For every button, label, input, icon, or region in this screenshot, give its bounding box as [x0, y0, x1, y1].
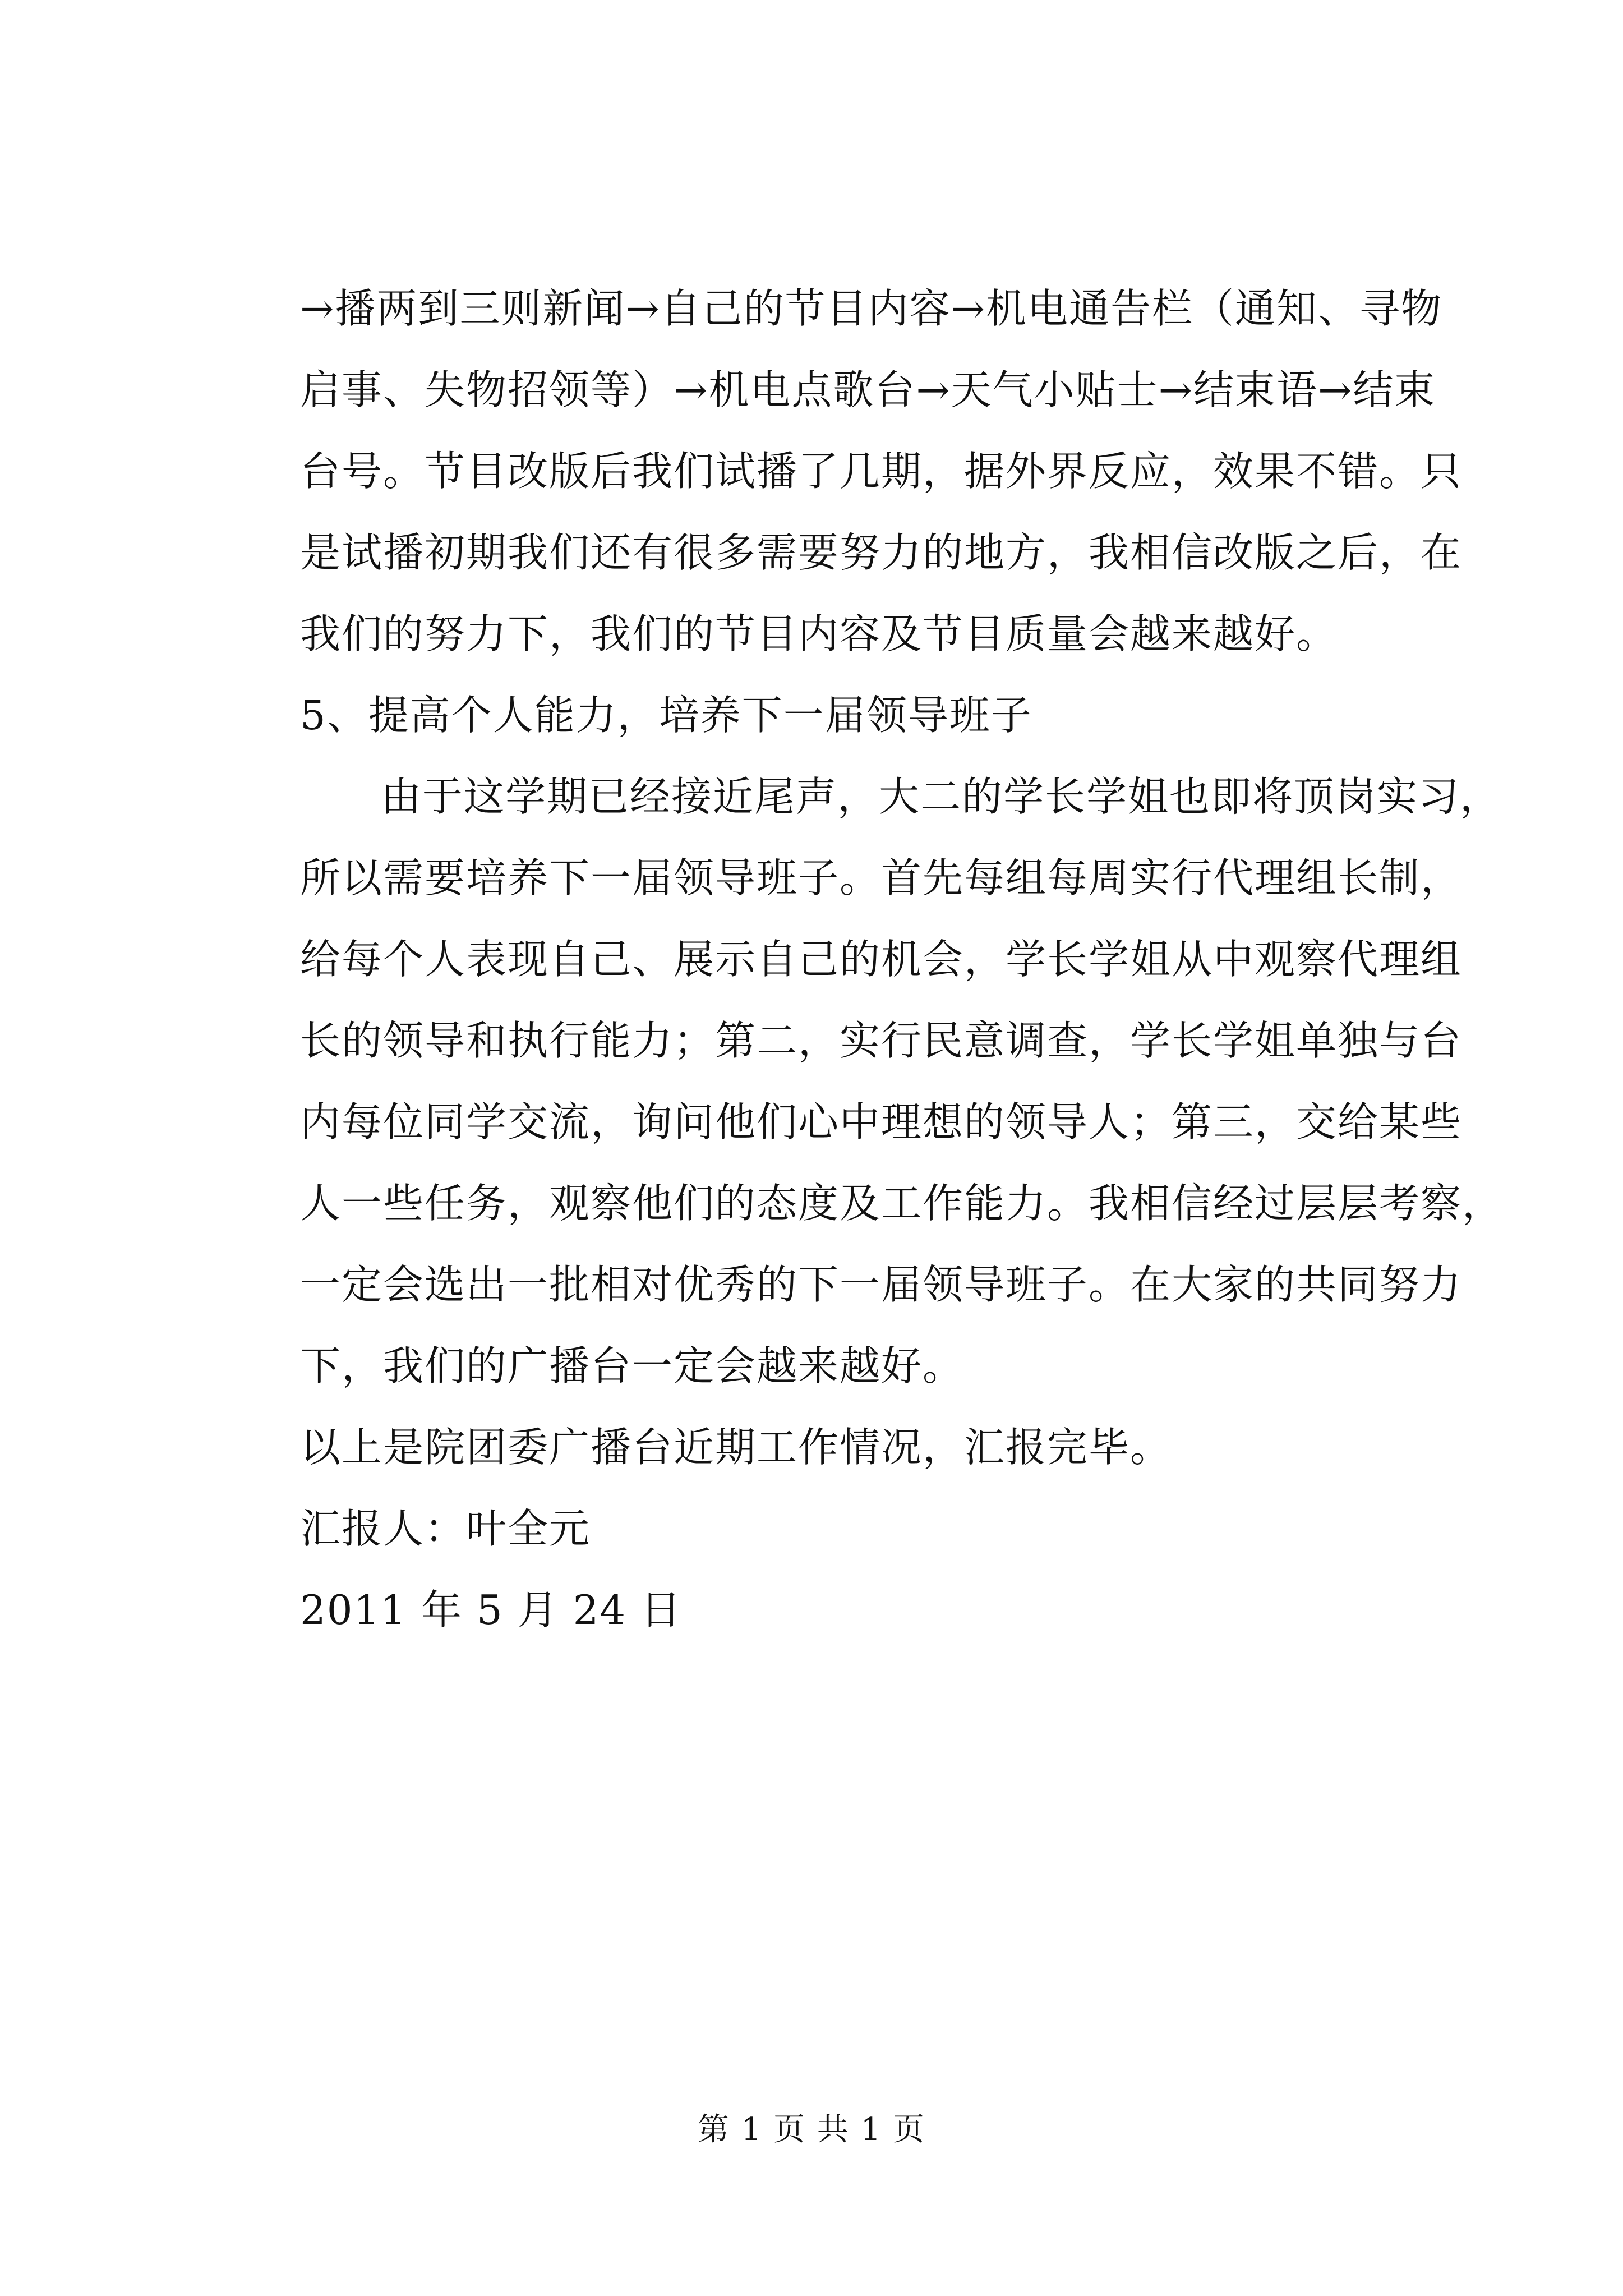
- text-line: 是试播初期我们还有很多需要努力的地方，我相信改版之后，在: [300, 529, 1463, 576]
- section-heading-5: 5、提高个人能力，培养下一届领导班子: [300, 692, 1032, 739]
- text-line: 长的领导和执行能力；第二，实行民意调查，学长学姐单独与台: [300, 1017, 1463, 1064]
- closing-statement: 以上是院团委广播台近期工作情况，汇报完毕。: [300, 1424, 1172, 1471]
- text-line: 给每个人表现自己、展示自己的机会，学长学姐从中观察代理组: [300, 936, 1463, 983]
- reporter-signature: 汇报人：叶全元: [300, 1505, 591, 1552]
- text-line: 启事、失物招领等）→机电点歌台→天气小贴士→结束语→结束: [300, 366, 1436, 413]
- text-line: 内每位同学交流，询问他们心中理想的领导人；第三，交给某些: [300, 1098, 1463, 1145]
- text-line: 一定会选出一批相对优秀的下一届领导班子。在大家的共同努力: [300, 1261, 1463, 1308]
- text-line: 我们的努力下，我们的节目内容及节目质量会越来越好。: [300, 610, 1338, 657]
- document-body: [300, 268, 1504, 1651]
- text-line: 由于这学期已经接近尾声，大二的学长学姐也即将顶岗实习，: [381, 773, 1502, 820]
- paragraph-program-flow: [300, 268, 1463, 675]
- text-line: 所以需要培养下一届领导班子。首先每组每周实行代理组长制，: [300, 854, 1463, 901]
- page-footer: 第 1 页 共 1 页: [697, 2111, 926, 2148]
- text-line: 下，我们的广播台一定会越来越好。: [300, 1342, 965, 1389]
- text-line: 人一些任务，观察他们的态度及工作能力。我相信经过层层考察，: [300, 1180, 1504, 1227]
- text-line: 台号。节目改版后我们试播了几期，据外界反应，效果不错。只: [300, 448, 1463, 495]
- report-date: 2011 年 5 月 24 日: [300, 1586, 683, 1634]
- text-line: →播两到三则新闻→自己的节目内容→机电通告栏（通知、寻物: [300, 285, 1442, 332]
- paragraph-leadership: [300, 756, 1504, 1407]
